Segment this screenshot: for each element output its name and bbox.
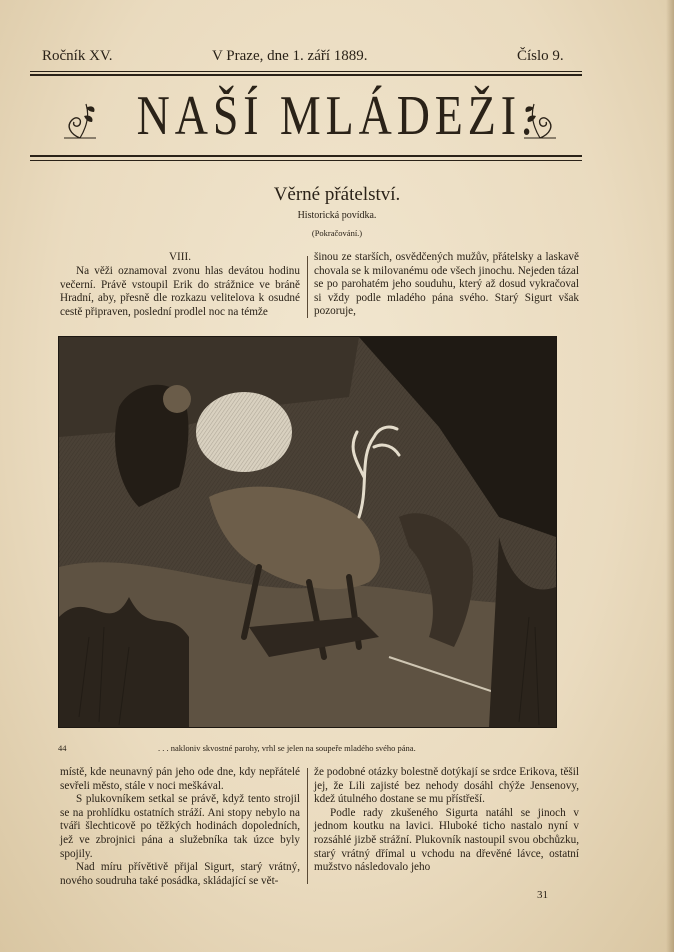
illustration-caption: . . . nakloniv skvostné parohy, vrhl se jelen na soupeře mladého svého pána. (158, 743, 416, 753)
article-title: Věrné přátelství. (273, 184, 401, 205)
header-rule-thick (30, 74, 582, 76)
engraving-illustration (58, 336, 557, 728)
header-rule-top (30, 71, 582, 72)
paragraph: že podobné otázky bolestně dotýkají se srdce Erikova, těšil jej, že Lili zajisté bez nehody dosáhl chýže Jensenovy, kdež útulného dostane se mu přístřeší. (314, 766, 579, 806)
top-left-column (60, 265, 300, 319)
left-ornament-icon (60, 98, 100, 142)
page-number: 31 (537, 889, 548, 901)
article-subtitle: Historická povídka. (297, 210, 377, 221)
right-ornament-icon (520, 98, 560, 142)
masthead-title: NAŠÍ MLÁDEŽI. (136, 85, 538, 147)
paragraph: Podle rady zkušeného Sigurta natáhl se jinoch v jednom koutku na lavici. Hluboké ticho nastalo nyní v rozsáhlé jizbě strážní. Plukovník nastoupil svou obchůzku, starý vrátný dřímal u vchodu na dřevěné lávce, ostatní mužstvo následovalo jeho (314, 806, 579, 874)
paragraph: S plukovníkem setkal se právě, když tento strojil se na prohlídku ostatních stráží. Ani stopy nebylo na tváři šlechticově po těžkých hodinách dopoledních, jež ve zbrojnici pána a služebníka tak úzce byly spojily. (60, 793, 300, 860)
paragraph: šinou ze starších, osvědčených mužův, přátelsky a laskavě chovala se k milovanému ode všech jinochu. Nejeden tázal se po parohatém jeho souduhu, který až dosud vykračoval si vždy podle mladého pána svého. Starý Sigurt však pozoruje, (314, 251, 579, 318)
column-divider-top (307, 256, 308, 318)
illustration-number: 44 (58, 743, 67, 753)
paragraph: Na věži oznamoval zvonu hlas devátou hodinu večerní. Právě vstoupil Erik do strážnice ve bráně Hradní, aby, přesně dle rozkazu velitelova k osudné cestě připraven, poslední prodlel noc na témže (60, 265, 300, 318)
bottom-left-column (60, 766, 300, 888)
issue-number: Číslo 9. (517, 48, 564, 64)
masthead-rule-thick (30, 155, 582, 157)
bottom-right-column (314, 766, 579, 875)
engraving-stag-attack (59, 337, 556, 727)
place-date: V Praze, dne 1. září 1889. (212, 48, 368, 64)
page-edge-shadow (666, 0, 674, 952)
chapter-number: VIII. (168, 251, 192, 263)
continued-note: (Pokračování.) (311, 228, 363, 238)
paragraph: Nad míru přívětivě přijal Sigurt, starý vrátný, nového soudruha také posádka, skládající se vět- (60, 861, 300, 887)
volume-label: Ročník XV. (42, 48, 113, 64)
paragraph: místě, kde neunavný pán jeho ode dne, kdy nepřátelé sevřeli město, stále v noci meškával. (60, 766, 300, 792)
top-right-column (314, 251, 579, 319)
masthead-rule-thin (30, 160, 582, 161)
column-divider-bottom (307, 768, 308, 884)
